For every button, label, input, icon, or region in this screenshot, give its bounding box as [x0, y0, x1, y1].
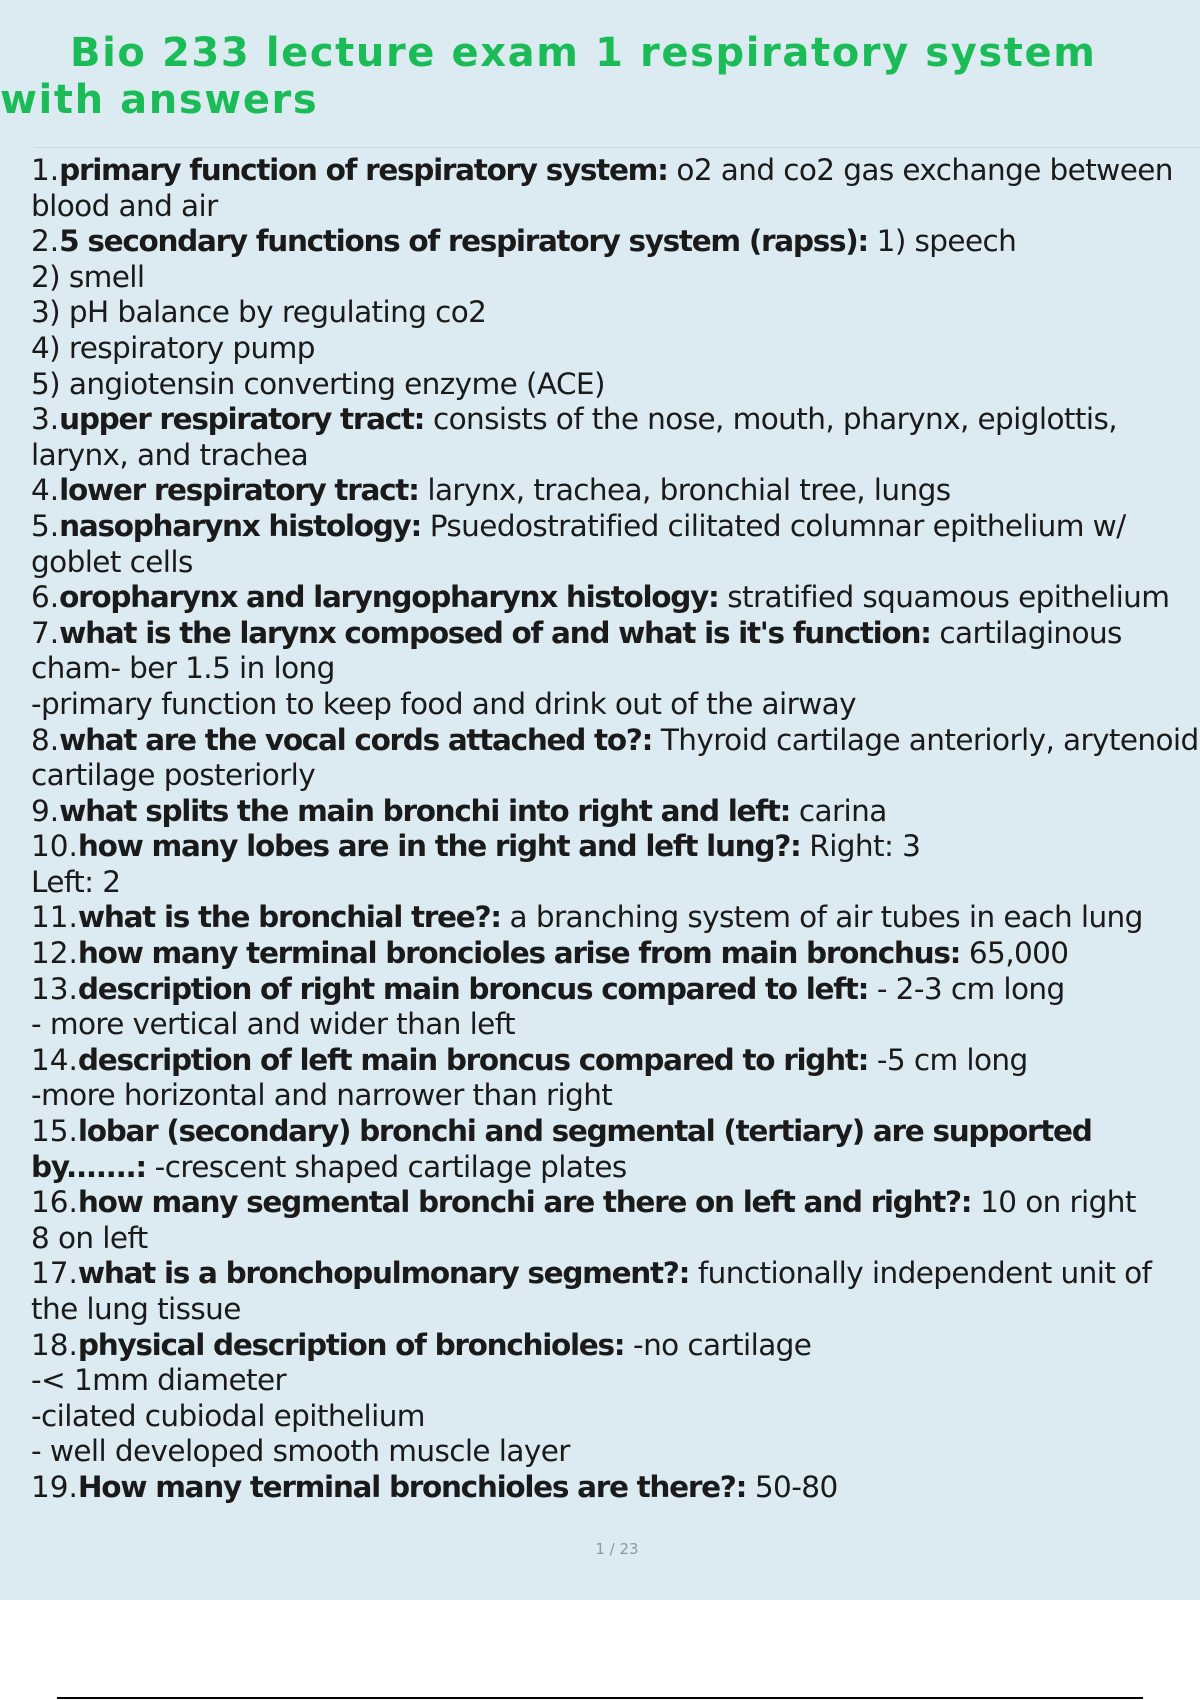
document-title: Bio 233 lecture exam 1 respiratory system with answers	[0, 30, 1097, 123]
qa-item	[31, 829, 1200, 900]
item-number: 5.	[31, 508, 60, 543]
item-number: 10.	[31, 829, 78, 864]
answer-text: o2 and co2 gas exchange between blood and air	[31, 153, 1173, 223]
answer-text: 10 on right 8 on left	[31, 1185, 1136, 1255]
question-text: physical description of bronchioles:	[77, 1327, 625, 1362]
qa-item	[31, 1043, 1200, 1114]
answer-text: carina	[790, 793, 887, 828]
item-number: 19.	[31, 1469, 78, 1504]
answer-text: stratified squamous epithelium	[718, 580, 1170, 615]
item-number: 9.	[31, 793, 60, 828]
qa-item	[31, 900, 1200, 936]
question-text: how many lobes are in the right and left lung?:	[77, 829, 801, 864]
question-text: what are the vocal cords attached to?:	[59, 722, 653, 757]
question-text: how many segmental bronchi are there on left and right?:	[77, 1185, 972, 1220]
item-number: 8.	[31, 722, 60, 757]
qa-item	[31, 473, 1200, 509]
answer-text: functionally independent unit of the lung tissue	[31, 1256, 1152, 1326]
question-text: lower respiratory tract:	[59, 473, 419, 508]
question-text: what splits the main bronchi into right and left:	[59, 793, 791, 828]
question-text: description of right main broncus compared to left:	[77, 971, 869, 1006]
question-text: how many terminal broncioles arise from main bronchus:	[77, 936, 961, 971]
qa-item	[31, 794, 1200, 830]
qa-item	[31, 723, 1200, 794]
item-number: 13.	[31, 971, 78, 1006]
item-number: 15.	[31, 1114, 78, 1149]
question-text: what is a bronchopulmonary segment?:	[77, 1256, 690, 1291]
item-number: 3.	[31, 402, 60, 437]
item-number: 7.	[31, 615, 60, 650]
qa-item	[31, 224, 1200, 402]
qa-item	[31, 1114, 1200, 1185]
qa-list	[31, 153, 1200, 1506]
answer-text: a branching system of air tubes in each lung	[500, 900, 1143, 935]
item-number: 4.	[31, 473, 60, 508]
answer-text: 1) speech 2) smell 3) pH balance by regulating co2 4) respiratory pump 5) angiotensin converting enzyme (ACE)	[31, 224, 1017, 401]
item-number: 16.	[31, 1185, 78, 1220]
item-number: 6.	[31, 580, 60, 615]
item-number: 12.	[31, 936, 78, 971]
qa-item	[31, 1470, 1200, 1506]
item-number: 2.	[31, 224, 60, 259]
qa-item	[31, 1256, 1200, 1327]
question-text: lobar (secondary) bronchi and segmental (tertiary) are supported by.......:	[31, 1114, 1092, 1184]
item-number: 1.	[31, 153, 60, 187]
qa-item	[31, 972, 1200, 1043]
answer-text: consists of the nose, mouth, pharynx, epiglottis, larynx, and trachea	[31, 402, 1118, 472]
item-number: 17.	[31, 1256, 78, 1291]
answer-text: Right: 3 Left: 2	[31, 829, 921, 899]
item-number: 18.	[31, 1327, 78, 1362]
answer-text: 65,000	[960, 936, 1069, 971]
question-text: primary function of respiratory system:	[59, 153, 668, 187]
answer-text: - 2-3 cm long - more vertical and wider than left	[31, 971, 1065, 1042]
qa-item	[31, 580, 1200, 616]
answer-text: Psuedostratified cilitated columnar epithelium w/ goblet cells	[31, 508, 1126, 579]
qa-item	[31, 153, 1200, 224]
question-text: what is the bronchial tree?:	[77, 900, 501, 935]
question-text: How many terminal bronchioles are there?:	[77, 1469, 747, 1504]
question-text: oropharynx and laryngopharynx histology:	[59, 580, 719, 615]
question-text: what is the larynx composed of and what is it's function:	[59, 615, 931, 650]
qa-item	[31, 509, 1200, 580]
answer-text: Thyroid cartilage anteriorly, arytenoid cartilage posteriorly	[31, 722, 1199, 793]
title-divider	[34, 147, 1200, 148]
question-text: upper respiratory tract:	[59, 402, 425, 437]
answer-text: cartilaginous cham- ber 1.5 in long -primary function to keep food and drink out of the airway	[31, 615, 1122, 721]
qa-item	[31, 616, 1200, 723]
answer-text: -crescent shaped cartilage plates	[145, 1149, 627, 1184]
page-indicator: 1 / 23	[595, 1540, 639, 1558]
question-text: description of left main broncus compared to right:	[77, 1042, 869, 1077]
page-bottom-rule	[57, 1697, 1143, 1699]
answer-text: 50-80	[746, 1469, 838, 1504]
answer-text: larynx, trachea, bronchial tree, lungs	[418, 473, 951, 508]
question-text: 5 secondary functions of respiratory system (rapss):	[59, 224, 868, 259]
qa-item	[31, 936, 1200, 972]
qa-item	[31, 1185, 1200, 1256]
answer-text: -5 cm long -more horizontal and narrower than right	[31, 1042, 1028, 1113]
qa-item	[31, 1328, 1200, 1470]
item-number: 11.	[31, 900, 78, 935]
item-number: 14.	[31, 1042, 78, 1077]
qa-item	[31, 402, 1200, 473]
answer-text: -no cartilage -< 1mm diameter -cilated cubiodal epithelium - well developed smooth muscle layer	[31, 1327, 812, 1469]
question-text: nasopharynx histology:	[59, 508, 421, 543]
